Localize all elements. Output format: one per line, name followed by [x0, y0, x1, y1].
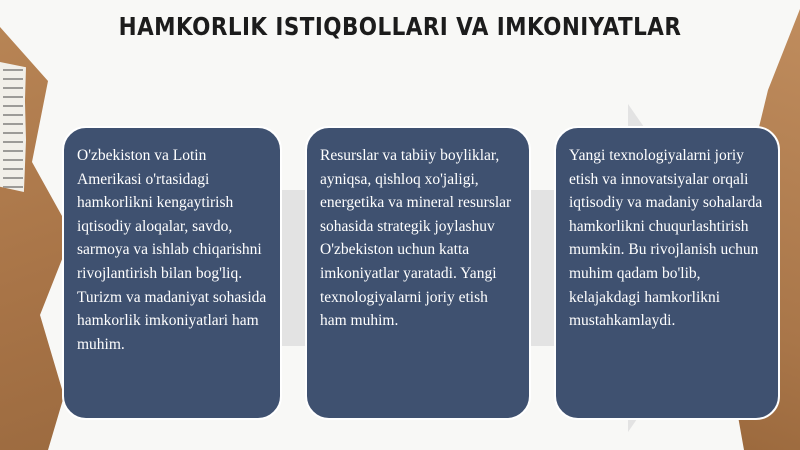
- card-3-text: Yangi texnologiyalarni joriy etish va innovatsiyalar orqali iqtisodiy va madaniy sohalarda hamkorlikni chuqurlashtirish mumkin. Bu rivojlanish uchun muhim qadam bo'lib, kelajakdagi hamkorlikni mustahkamlaydi.: [569, 147, 763, 330]
- card-2-text: Resurslar va tabiiy boyliklar, ayniqsa, qishloq xo'jaligi, energetika va mineral resurslar sohasida strategik joylashuv O'zbekiston uchun katta imkoniyatlar yaratadi. Yangi texnologiyalarni joriy etish ham muhim.: [320, 147, 512, 330]
- card-1-text: O'zbekiston va Lotin Amerikasi o'rtasidagi hamkorlikni kengaytirish iqtisodiy aloqalar, savdo, sarmoya va ishlab chiqarishni rivojlantirish bilan bog'liq. Turizm va madaniyat sohasida hamkorlik imkoniyatlari ham muhim.: [77, 147, 267, 353]
- info-card-2: [305, 126, 531, 420]
- info-card-3: [554, 126, 780, 420]
- slide-title: HAMKORLIK ISTIQBOLLARI VA IMKONIYATLAR: [118, 12, 682, 41]
- info-card-1: [62, 126, 282, 420]
